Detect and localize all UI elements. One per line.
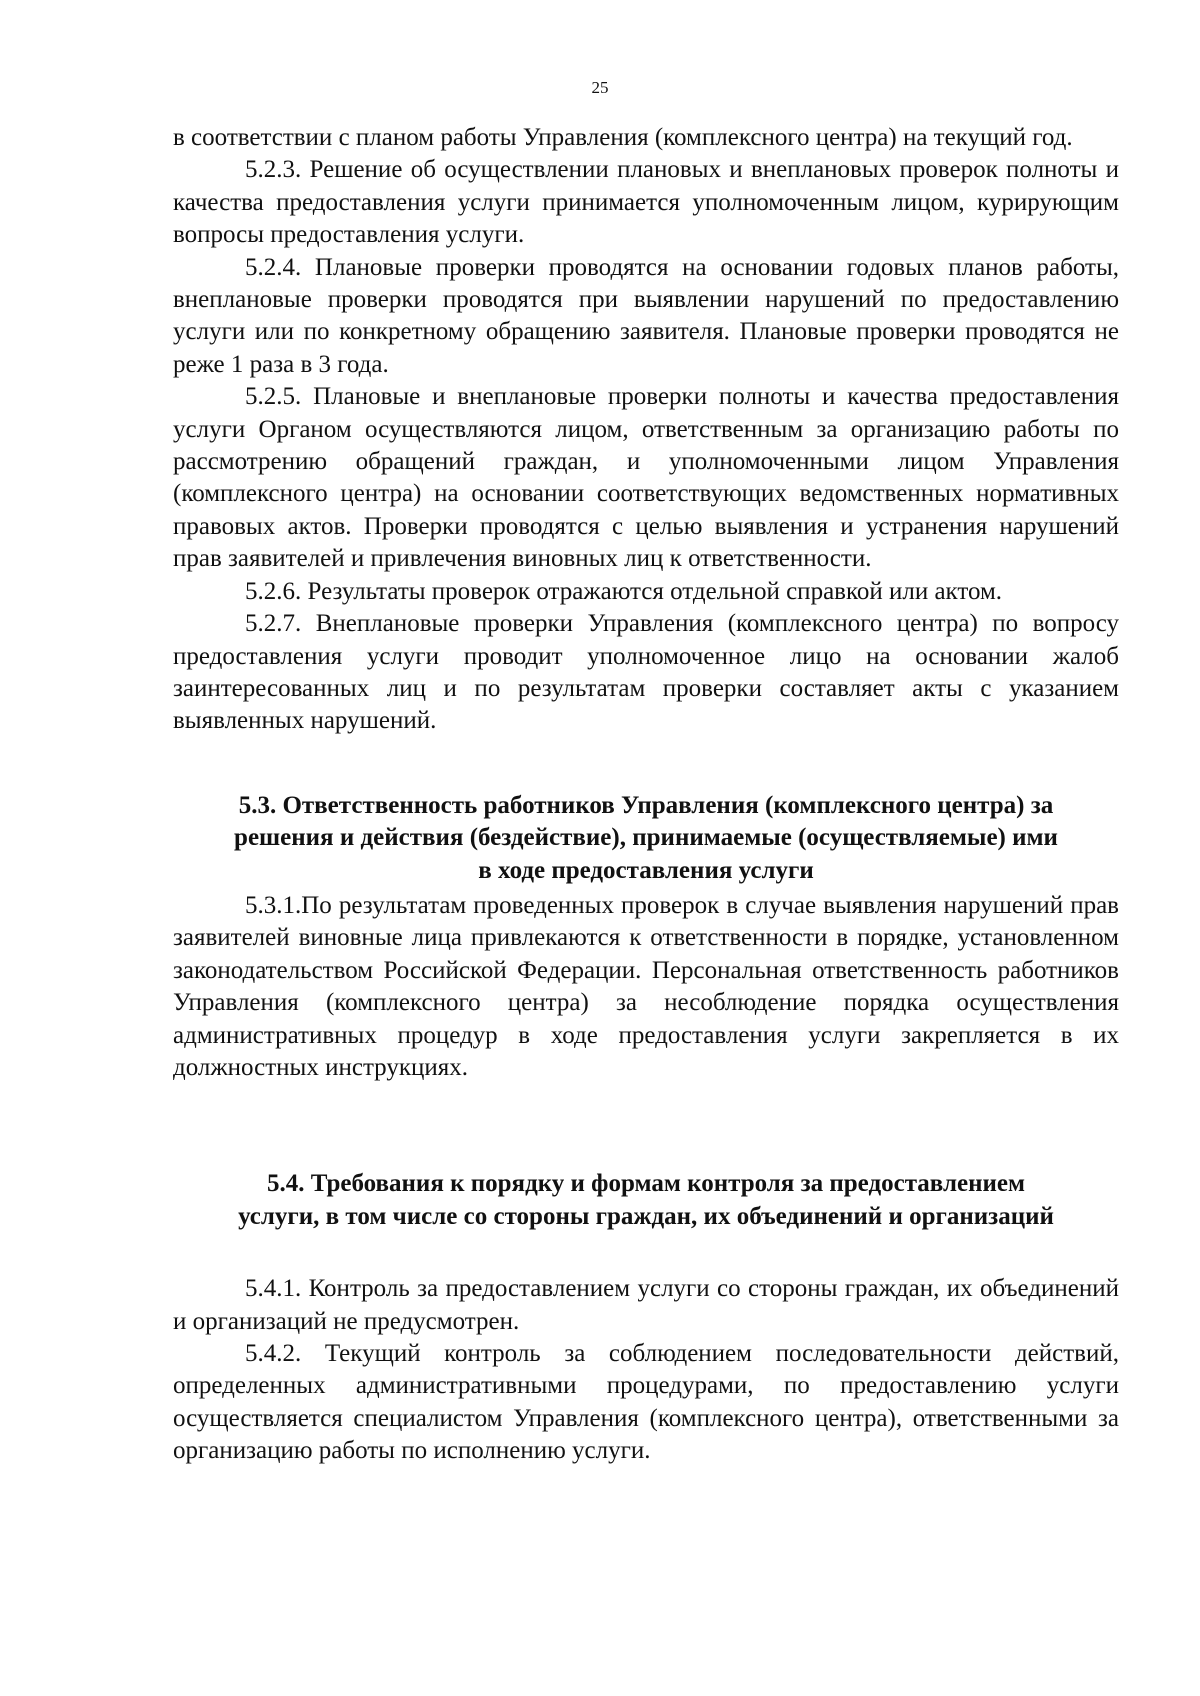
paragraph-5-2-4: 5.2.4. Плановые проверки проводятся на основании годовых планов работы, внеплановые проверки проводятся при выявлении нарушений по предоставлению услуги или по конкретному обращению заявителя. Плановые проверки проводятся не реже 1 раза в 3 года. (173, 253, 1119, 378)
paragraph-5-4-2: 5.4.2. Текущий контроль за соблюдением последовательности действий, определенных административными процедурами, по предоставлению услуги осуществляется специалистом Управления (комплексного центра), ответственными за организацию работы по исполнению услуги. (173, 1340, 1119, 1465)
paragraph-5-2-5: 5.2.5. Плановые и внеплановые проверки полноты и качества предоставления услуги Органом осуществляются лицом, ответственным за организацию работы по рассмотрению обращений граждан, и уполномоченными лицом Управления (комплексного центра) на основании соответствующих ведомственных нормативных правовых актов. Проверки проводятся с целью выявления и устранения нарушений прав заявителей и привлечения виновных лиц к ответственности. (173, 383, 1119, 573)
section-heading-5-3 (173, 790, 1119, 887)
paragraph-5-2-6: 5.2.6. Результаты проверок отражаются отдельной справкой или актом. (245, 577, 1003, 605)
paragraph-5-3-1: 5.3.1.По результатам проведенных проверок в случае выявления нарушений прав заявителей виновные лица привлекаются к ответственности в порядке, установленном законодательством Российской Федерации. Персональная ответственность работников Управления (комплексного центра) за несоблюдение порядка осуществления административных процедур в ходе предоставления услуги закрепляется в их должностных инструкциях. (173, 891, 1119, 1081)
paragraph-5-4-1: 5.4.1. Контроль за предоставлением услуги со стороны граждан, их объединений и организаций не предусмотрен. (173, 1275, 1119, 1335)
page-content (173, 122, 1119, 1468)
page-number: 25 (591, 78, 609, 97)
section-heading-5-4 (173, 1168, 1119, 1233)
heading-line: в ходе предоставления услуги (478, 856, 814, 884)
paragraph-continuation: в соответствии с планом работы Управления (комплексного центра) на текущий год. (173, 124, 1073, 151)
heading-line: решения и действия (бездействие), принимаемые (осуществляемые) ими (234, 824, 1058, 852)
heading-line: 5.3. Ответственность работников Управления (комплексного центра) за (238, 791, 1054, 819)
paragraph-5-2-3: 5.2.3. Решение об осуществлении плановых и внеплановых проверок полноты и качества предоставления услуги принимается уполномоченным лицом, курирующим вопросы предоставления услуги. (173, 156, 1119, 249)
heading-line: 5.4. Требования к порядку и формам контроля за предоставлением (266, 1170, 1026, 1198)
heading-line: услуги, в том числе со стороны граждан, их объединений и организаций (238, 1202, 1054, 1230)
paragraph-5-2-7: 5.2.7. Внеплановые проверки Управления (комплексного центра) по вопросу предоставления услуги проводит уполномоченное лицо на основании жалоб заинтересованных лиц и по результатам проверки составляет акты с указанием выявленных нарушений. (173, 610, 1119, 735)
